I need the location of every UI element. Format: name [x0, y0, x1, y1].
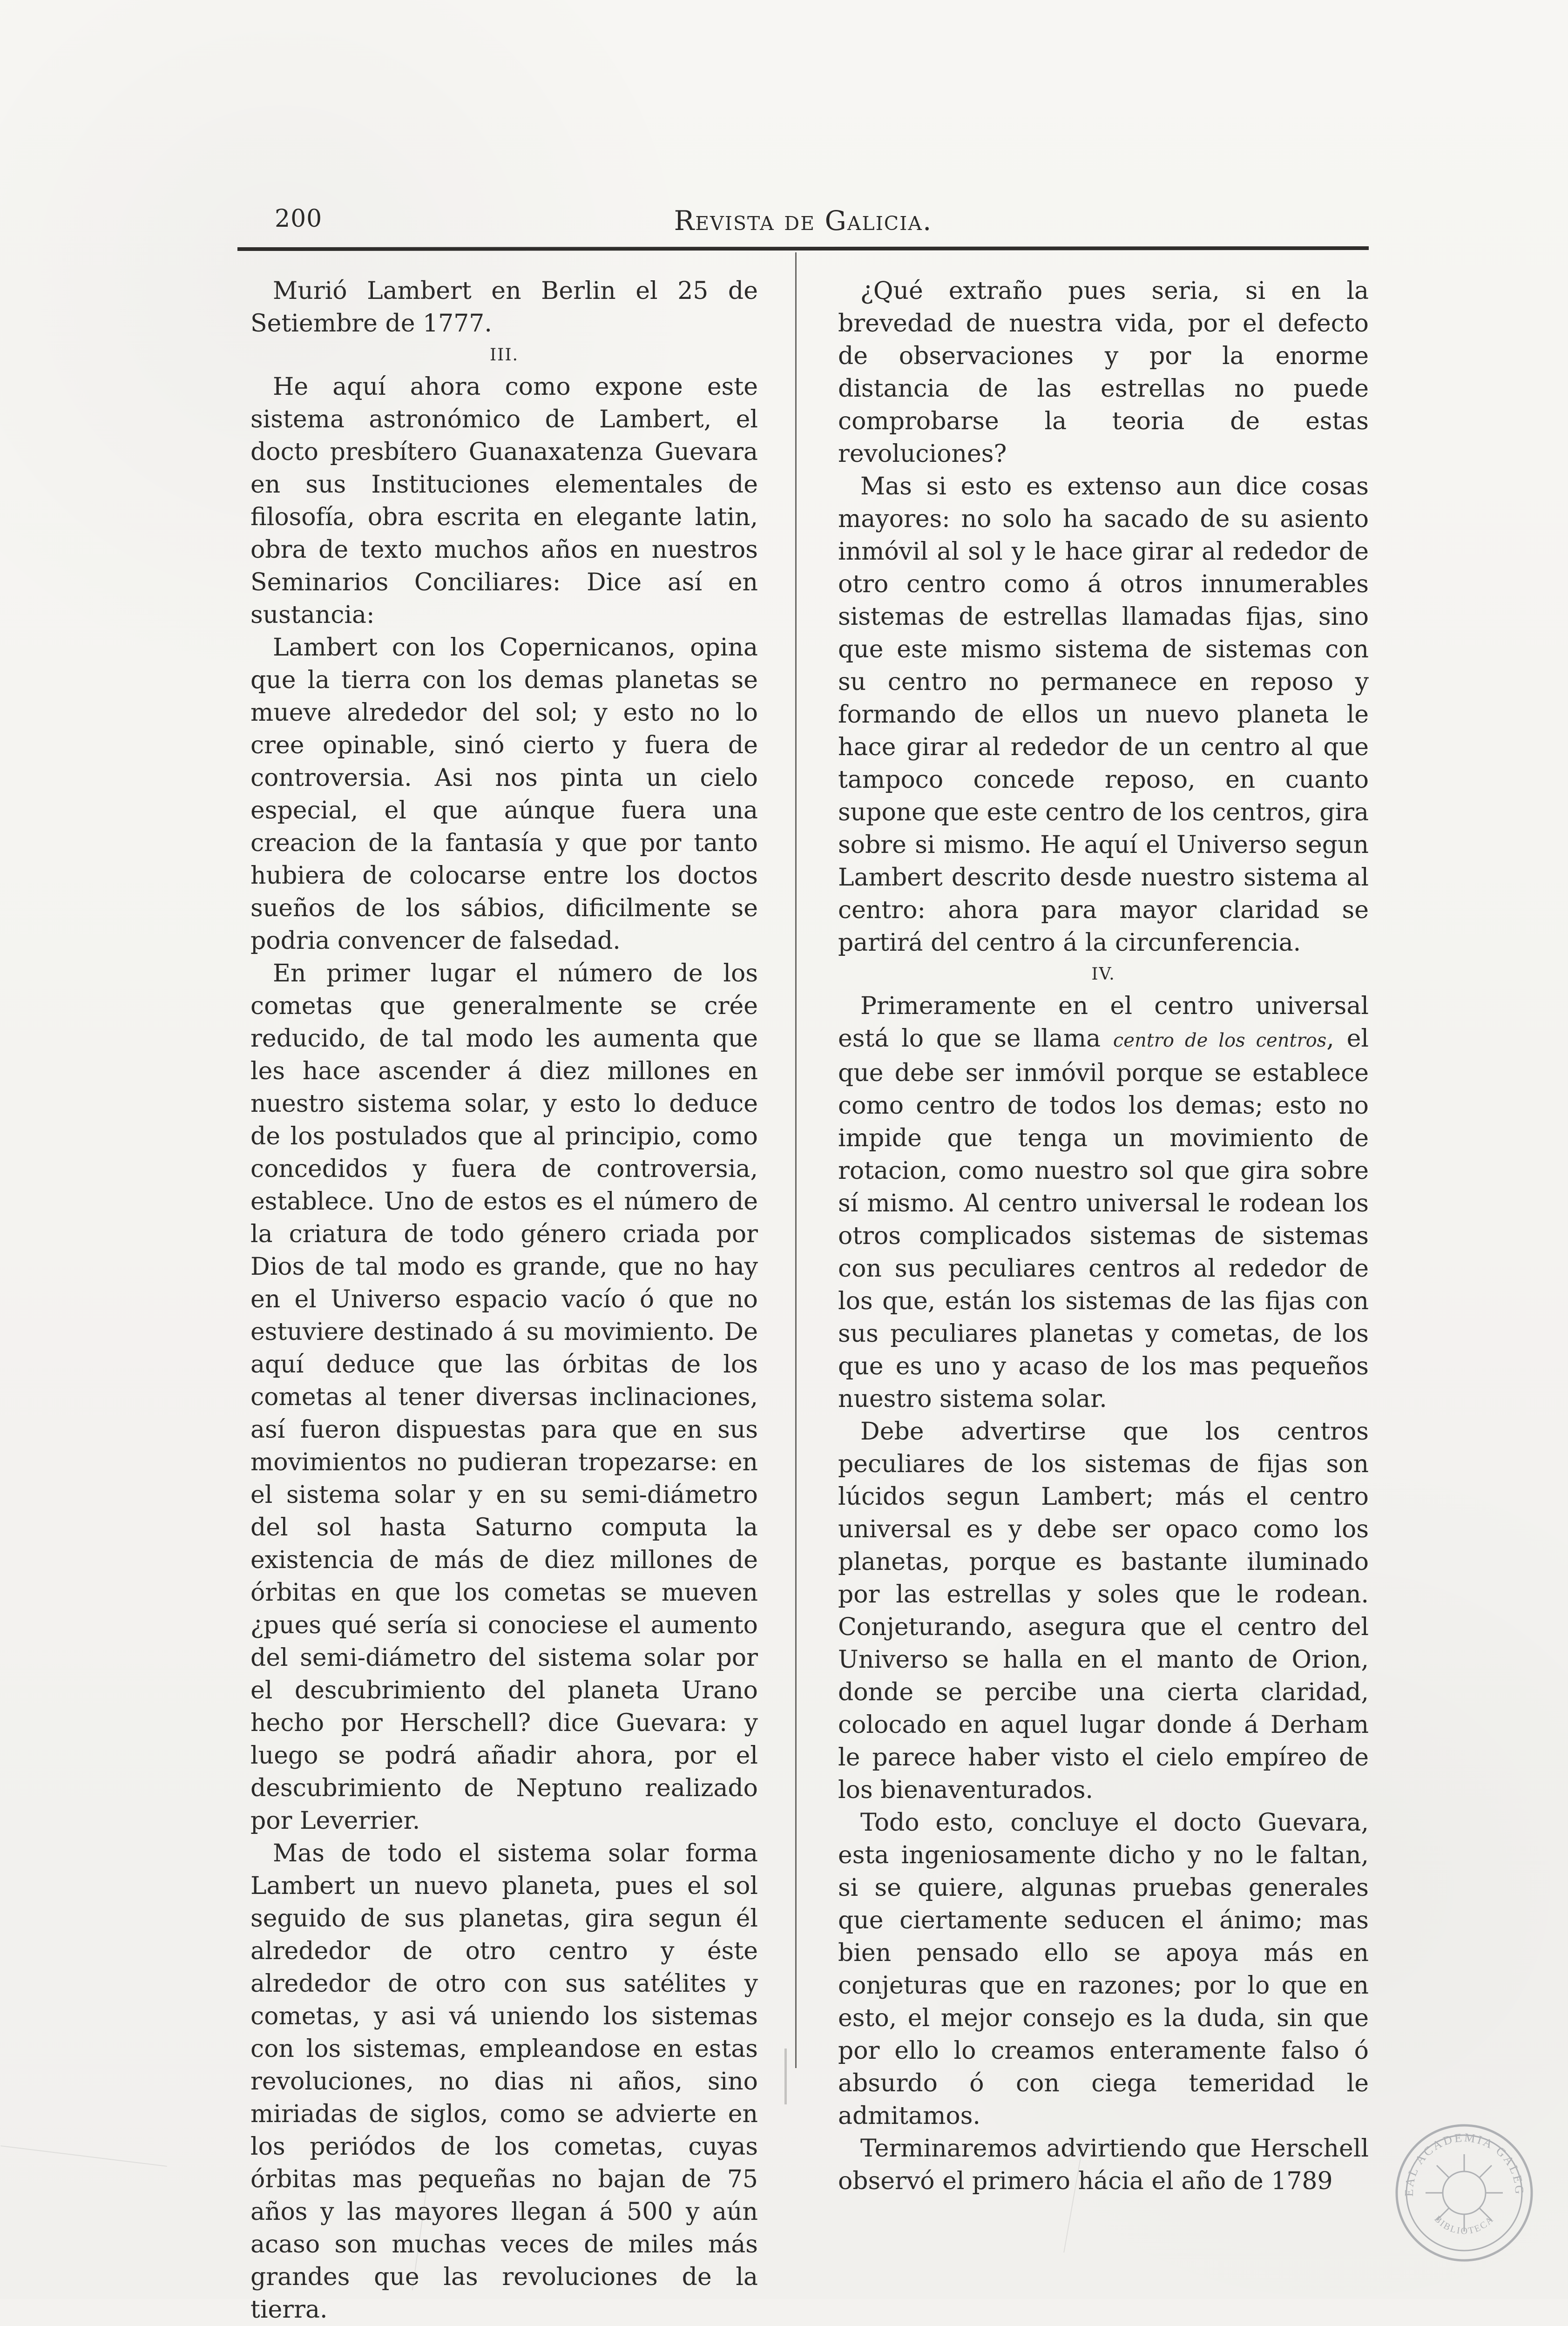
paragraph-suffix-text: , el que debe ser inmóvil porque se establece como centro de todos los demas; esto no impide que tenga un movimiento de rotacion, como nuestro sol que gira sobre sí mismo. Al centro universal le rodean los otros complicados sistemas de sistemas con sus peculiares centros al rededor de los que, están los sistemas de las fijas con sus peculiares planetas y cometas, de los que es uno y acaso de los mas pequeños nuestro sistema solar.	[838, 1025, 1369, 1413]
page-header	[237, 205, 1369, 247]
library-stamp	[1387, 2116, 1541, 2270]
stamp-top-text: EAL ACADEMIA GALEG	[1402, 2130, 1527, 2197]
paragraph-copernican-view: Lambert con los Copernicanos, opina que la tierra con los demas planetas se mueve alrededor del sol; y esto no lo cree opinable, sinó cierto y fuera de controversia. Asi nos pinta un cielo especial, el que aúnque fuera una creacion de la fantasía y que por tanto hubiera de colocarse entre los doctos sueños de los sábios, dificilmente se podria convencer de falsedad.	[250, 634, 758, 955]
section-iv-heading: IV.	[1091, 965, 1115, 984]
page-number: 200	[275, 205, 323, 233]
paragraph-prefix-text: Primeramente en el centro universal está lo que se llama	[838, 992, 1369, 1053]
paragraph-guevara-conclusion: Todo esto, concluye el docto Guevara, esta ingeniosamente dicho y no le faltan, si se quiere, algunas pruebas generales que ciertamente seducen el ánimo; mas bien pensado ello se apoya más en conjeturas que en razones; por lo que en esto, el mejor consejo es la duda, sin que por ello lo creamos enteramente falso ó absurdo ó con ciega temeridad le admitamos.	[838, 1809, 1369, 2130]
page-scratch-mark	[0, 2145, 167, 2167]
column-divider	[795, 252, 797, 2068]
ink-mark	[784, 2049, 787, 2104]
paragraph-brevity-question: ¿Qué extraño pues seria, si en la brevedad de nuestra vida, por el defecto de observaciones y por la enorme distancia de las estrellas no puede comprobarse la teoria de estas revoluciones?	[838, 277, 1369, 468]
paragraph-guevara-exposition: He aquí ahora como expone este sistema astronómico de Lambert, el docto presbítero Guanaxatenza Guevara en sus Instituciones elementales de filosofía, obra escrita en elegante latin, obra de texto muchos años en nuestros Seminarios Conciliares: Dice así en sustancia:	[250, 373, 758, 629]
paragraph-herschel-observation: Terminaremos advirtiendo que Herschell observó el primero hácia el año de 1789	[838, 2135, 1369, 2195]
journal-title: Revista de Galicia.	[674, 205, 933, 237]
paragraph-universal-center	[838, 990, 1369, 1415]
paragraph-orion-center: Debe advertirse que los centros peculiares de los sistemas de fijas son lúcidos segun Lambert; más el centro universal es y debe ser opaco como los planetas, porque es bastante iluminado por las estrellas y soles que le rodean. Conjeturando, asegura que el centro del Universo se halla en el manto de Orion, donde se percibe una cierta claridad, colocado en aquel lugar donde á Derham le parece haber visto el cielo empíreo de los bienaventurados.	[838, 1418, 1369, 1804]
paragraph-new-planet: Mas de todo el sistema solar forma Lambert un nuevo planeta, pues el sol seguido de sus planetas, gira segun él alrededor de otro centro y éste alrededor de otro con sus satélites y cometas, y asi vá uniendo los sistemas con los sistemas, empleandose en estas revoluciones, no dias ni años, sino miriadas de siglos, como se advierte en los periódos de los cometas, cuyas órbitas mas pequeñas no bajan de 75 años y las mayores llegan á 500 y aún acaso son muchas veces de miles más grandes que las revoluciones de la tierra.	[250, 1839, 758, 2324]
left-text-column	[250, 275, 758, 2326]
header-rule	[237, 246, 1369, 251]
emphasized-phrase: centro de los centros	[1113, 1030, 1327, 1051]
paragraph-greater-claims: Mas si esto es extenso aun dice cosas mayores: no solo ha sacado de su asiento inmóvil al sol y le hace girar al rededor de otro centro como á otros innumerables sistemas de estrellas llamadas fijas, sino que este mismo sistema de sistemas con su centro no permanece en reposo y formando de ellos un nuevo planeta le hace girar al rededor de un centro al que tampoco concede reposo, en cuanto supone que este centro de los centros, gira sobre si mismo. He aquí el Universo segun Lambert descrito desde nuestro sistema al centro: ahora para mayor claridad se partirá del centro á la circunferencia.	[838, 473, 1369, 957]
stamp-bottom-text: BIBLIOTECA	[1432, 2214, 1496, 2237]
right-text-column	[838, 275, 1369, 2198]
section-iii-heading: III.	[489, 345, 519, 365]
academy-stamp-icon	[1387, 2116, 1541, 2270]
paragraph-comets-number: En primer lugar el número de los cometas que generalmente se crée reducido, de tal modo les aumenta que les hace ascender á diez millones en nuestro sistema solar, y esto lo deduce de los postulados que al principio, como concedidos y fuera de controversia, establece. Uno de estos es el número de la criatura de todo género criada por Dios de tal modo es grande, que no hay en el Universo espacio vacío ó que no estuviere destinado á su movimiento. De aquí deduce que las órbitas de los cometas al tener diversas inclinaciones, así fueron dispuestas para que en sus movimientos no pudieran tropezarse: en el sistema solar y en su semi-diámetro del sol hasta Saturno computa la existencia de más de diez millones de órbitas en que los cometas se mueven ¿pues qué sería si conociese el aumento del semi-diámetro del sistema solar por el descubrimiento del planeta Urano hecho por Herschell? dice Guevara: y luego se podrá añadir ahora, por el descubrimiento de Neptuno realizado por Leverrier.	[250, 960, 758, 1835]
paragraph-lambert-death: Murió Lambert en Berlin el 25 de Setiembre de 1777.	[250, 277, 758, 338]
